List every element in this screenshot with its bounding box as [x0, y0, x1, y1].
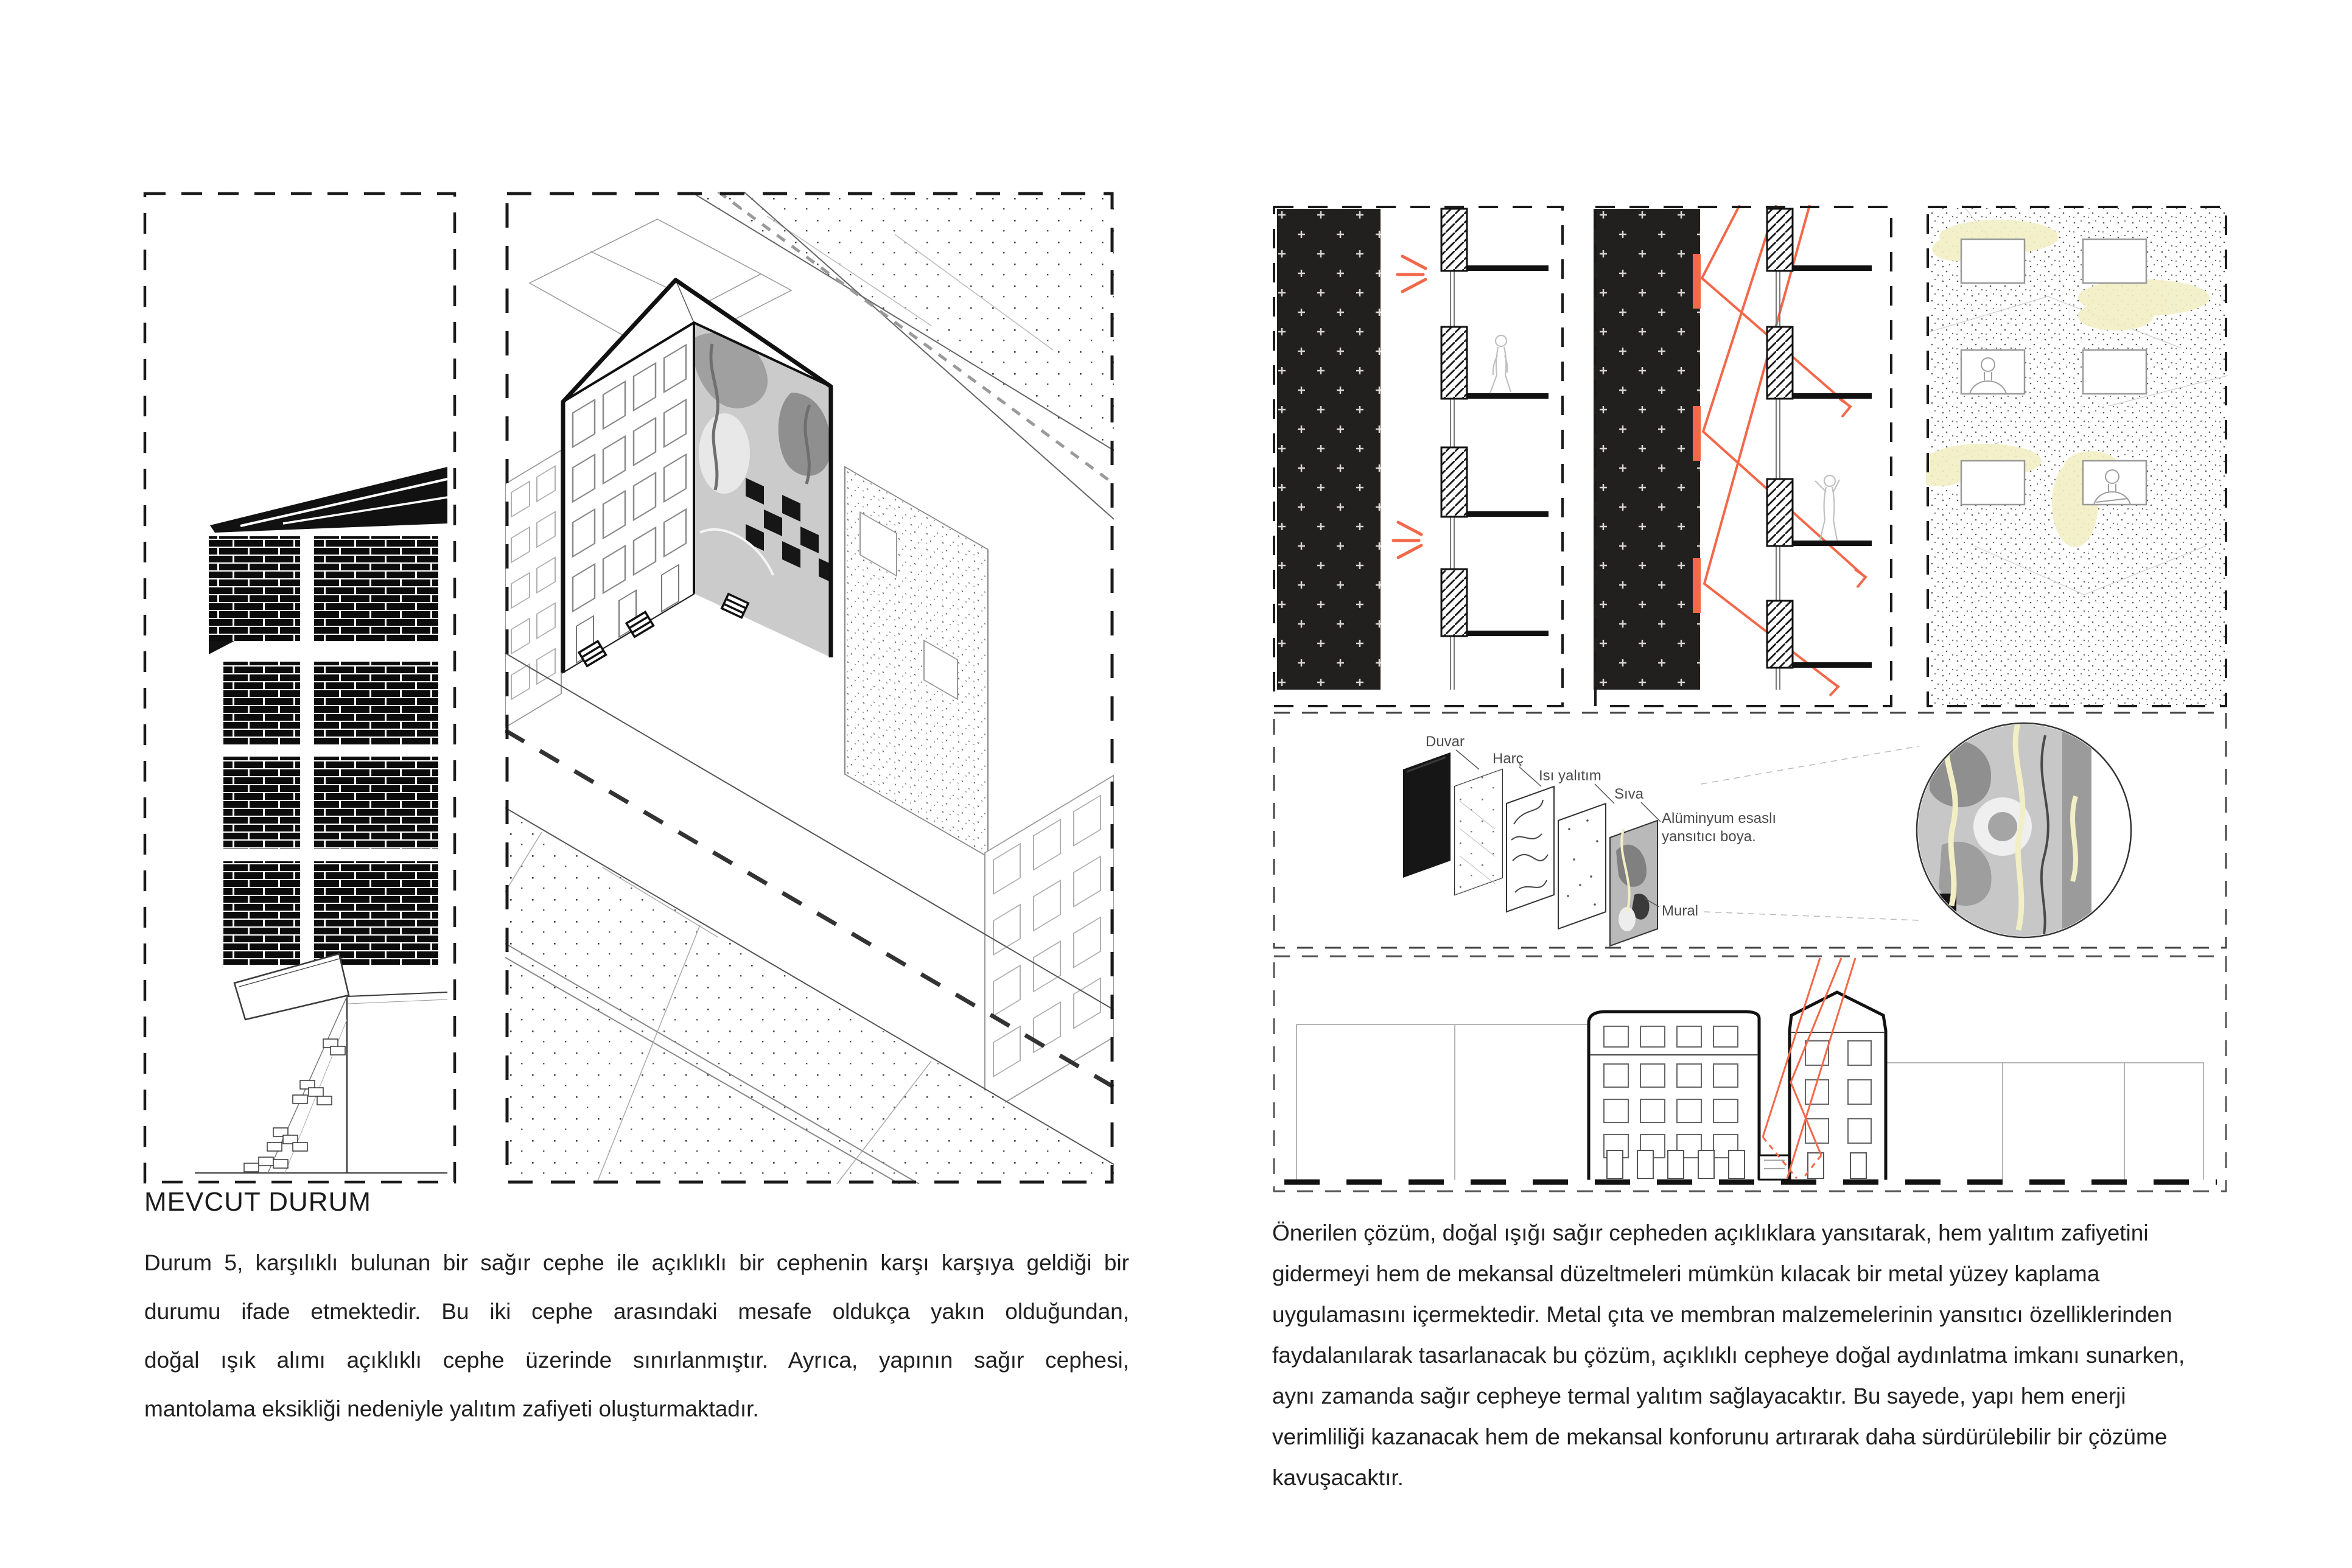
- building-flat-roof: [1589, 1012, 1759, 1180]
- paragraph-line: faydalanılarak tasarlanacak bu çözüm, açıklıklı cepheye doğal aydınlatma imkanı sunarken,: [1272, 1343, 2185, 1368]
- section-caption: MEVCUT DURUM: [144, 1187, 371, 1217]
- panel-section-existing: [1272, 205, 1564, 708]
- walking-person-figure: [1490, 335, 1511, 393]
- roof-eave-wedge: [210, 467, 447, 533]
- proposed-solution-paragraph: [1272, 1213, 2237, 1498]
- open-facade-section: [1767, 208, 1872, 690]
- panel-section-proposal: [1594, 205, 1893, 708]
- label-mural: Mural: [1662, 903, 1699, 919]
- layer-insulation: [1507, 786, 1554, 912]
- paragraph-line: doğal ışık alımı açıklıklı cephe üzerinde sınırlanmıştır. Ayrıca, yapının sağır cephesi,: [144, 1348, 1129, 1373]
- mural-facade: [691, 320, 837, 660]
- paragraph-line: gidermeyi hem de mekansal düzeltmeleri mümkün kılacak bir metal yüzey kaplama: [1272, 1261, 2100, 1286]
- panel-street-elevation: [1272, 954, 2228, 1193]
- label-aluminyum-1: Alüminyum esaslı: [1662, 810, 1777, 827]
- building-gable-roof: [1790, 992, 1886, 1180]
- gap-block: [1759, 1155, 1790, 1180]
- paragraph-line: kavuşacaktır.: [1272, 1465, 1404, 1490]
- label-harc: Harç: [1493, 751, 1524, 767]
- paragraph-line: aynı zamanda sağır cepheye termal yalıtım sağlayacaktır. Bu sayede, yapı hem enerji: [1272, 1384, 2126, 1409]
- panel-axon-city: [505, 192, 1114, 1184]
- label-siva: Sıva: [1614, 786, 1644, 802]
- label-aluminyum-2: yansıtıcı boya.: [1662, 828, 1756, 845]
- deteriorated-wall-sketch: [195, 954, 447, 1173]
- existing-situation-paragraph: [144, 1239, 1129, 1433]
- layer-plaster: [1558, 803, 1606, 929]
- panel-open-facade: [1926, 205, 2228, 708]
- panel-existing-facade: [143, 192, 457, 1184]
- blind-wall-section: [1594, 209, 1700, 690]
- photographing-person-figure: [1815, 475, 1839, 541]
- label-duvar: Duvar: [1426, 733, 1465, 750]
- paragraph-line: durumu ifade etmektedir. Bu iki cephe arasındaki mesafe oldukça yakın olduğundan,: [144, 1299, 1129, 1324]
- blind-wall-section: [1277, 209, 1381, 690]
- paragraph-line: verimliliği kazanacak hem de mekansal konforunu artırarak daha sürdürülebilir bir çözüme: [1272, 1424, 2168, 1449]
- paragraph-line: mantolama eksikliği nedeniyle yalıtım zafiyeti oluşturmaktadır.: [144, 1396, 759, 1421]
- light-flash-marks: [1393, 256, 1426, 558]
- mural-detail-circle: [1917, 723, 2131, 942]
- layer-wall: [1403, 752, 1451, 878]
- paragraph-line: Durum 5, karşılıklı bulunan bir sağır cephe ile açıklıklı bir cephenin karşı karşıya geldiği bir: [144, 1250, 1129, 1275]
- panel-wall-layers: [1272, 711, 2228, 950]
- main-building: [563, 280, 837, 673]
- wall-layers-exploded: [1403, 752, 1657, 946]
- paragraph-line: uygulamasını içermektedir. Metal çıta ve membran malzemelerinin yansıtıcı özelliklerinden: [1272, 1302, 2172, 1327]
- stippled-rear-building: [845, 467, 988, 857]
- label-isi-yalitim: Isı yalıtım: [1539, 768, 1601, 784]
- layer-mural: [1610, 821, 1657, 946]
- paragraph-line: Önerilen çözüm, doğal ışığı sağır cepheden açıklıklara yansıtarak, hem yalıtım zafiyetini: [1272, 1220, 2149, 1245]
- open-facade-section: [1441, 208, 1549, 690]
- window-facade: [563, 323, 694, 673]
- reflector-patches: [1693, 254, 1701, 613]
- left-neighbor-building: [505, 450, 561, 727]
- brick-facade-drawing: [209, 536, 438, 965]
- layer-mortar: [1455, 769, 1502, 895]
